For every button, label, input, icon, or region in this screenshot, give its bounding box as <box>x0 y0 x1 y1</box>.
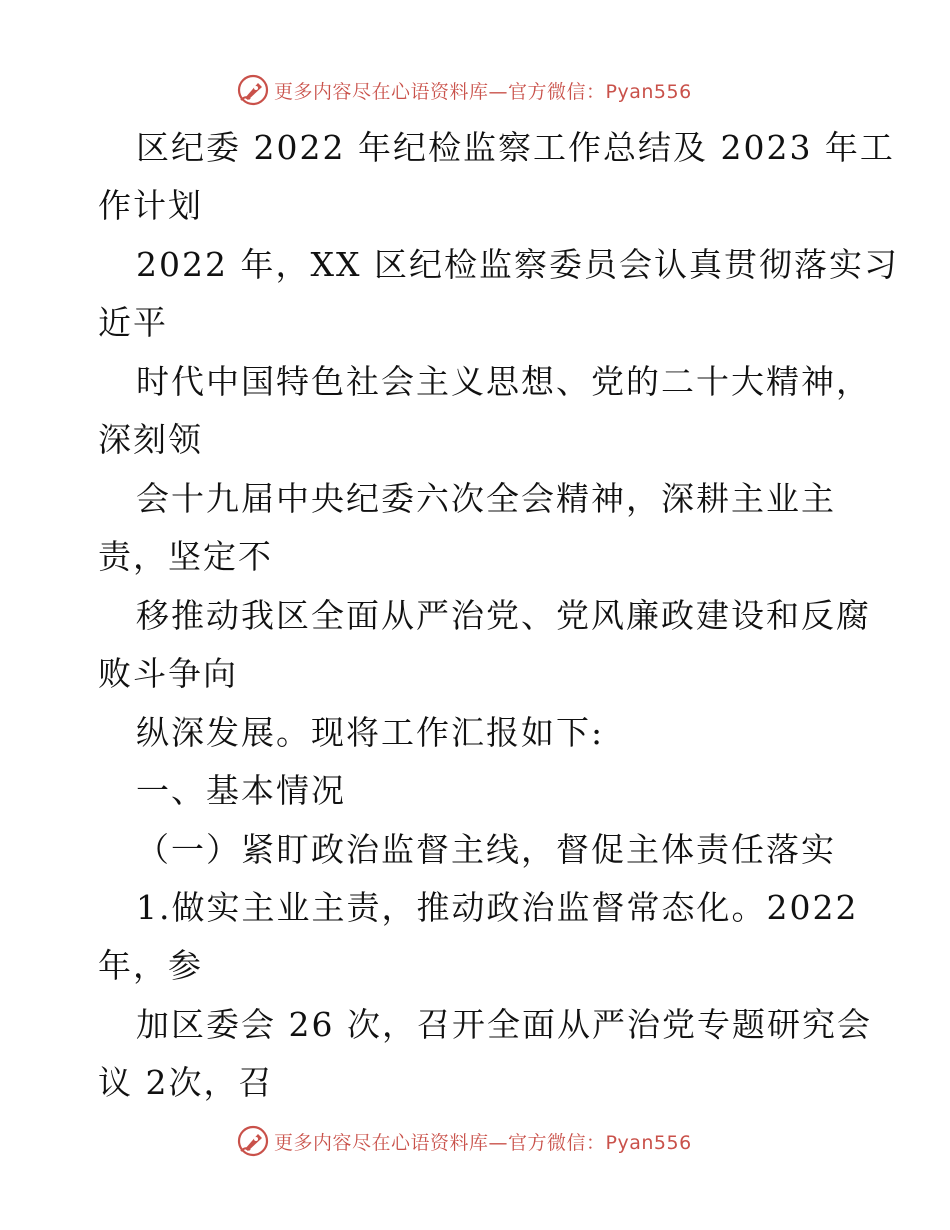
paragraph-line: 败斗争向 <box>98 654 238 693</box>
subsection-heading: （一）紧盯政治监督主线，督促主体责任落实 <box>136 830 836 869</box>
paragraph-line: 加区委会 26 次，召开全面从严治党专题研究会 <box>136 1005 872 1044</box>
paragraph-line: 时代中国特色社会主义思想、党的二十大精神， <box>136 362 871 401</box>
title-line-1: 区纪委 2022 年纪检监察工作总结及 2023 年工 <box>136 128 895 167</box>
pen-nib-logo-icon <box>236 1124 270 1158</box>
paragraph-line: 会十九届中央纪委六次全会精神，深耕主业主 <box>136 479 836 518</box>
paragraph-line: 纵深发展。现将工作汇报如下: <box>136 713 605 752</box>
paragraph-line: 2022 年，XX 区纪检监察委员会认真贯彻落实习 <box>136 245 899 284</box>
title-line-2: 作计划 <box>98 186 203 225</box>
paragraph-line: 1.做实主业主责，推动政治监督常态化。2022 <box>136 888 859 927</box>
section-heading: 一、基本情况 <box>136 771 346 810</box>
paragraph-line: 深刻领 <box>98 420 203 459</box>
paragraph-line: 责，坚定不 <box>98 537 273 576</box>
paragraph-line: 移推动我区全面从严治党、党风廉政建设和反腐 <box>136 596 871 635</box>
paragraph-line: 年，参 <box>98 946 203 985</box>
watermark-text: 更多内容尽在心语资料库—官方微信：Pyan556 <box>274 1131 692 1154</box>
paragraph-line: 议 2次，召 <box>98 1063 274 1102</box>
footer-watermark <box>236 1124 692 1158</box>
watermark-text: 更多内容尽在心语资料库—官方微信：Pyan556 <box>274 80 692 103</box>
paragraph-line: 近平 <box>98 303 168 342</box>
